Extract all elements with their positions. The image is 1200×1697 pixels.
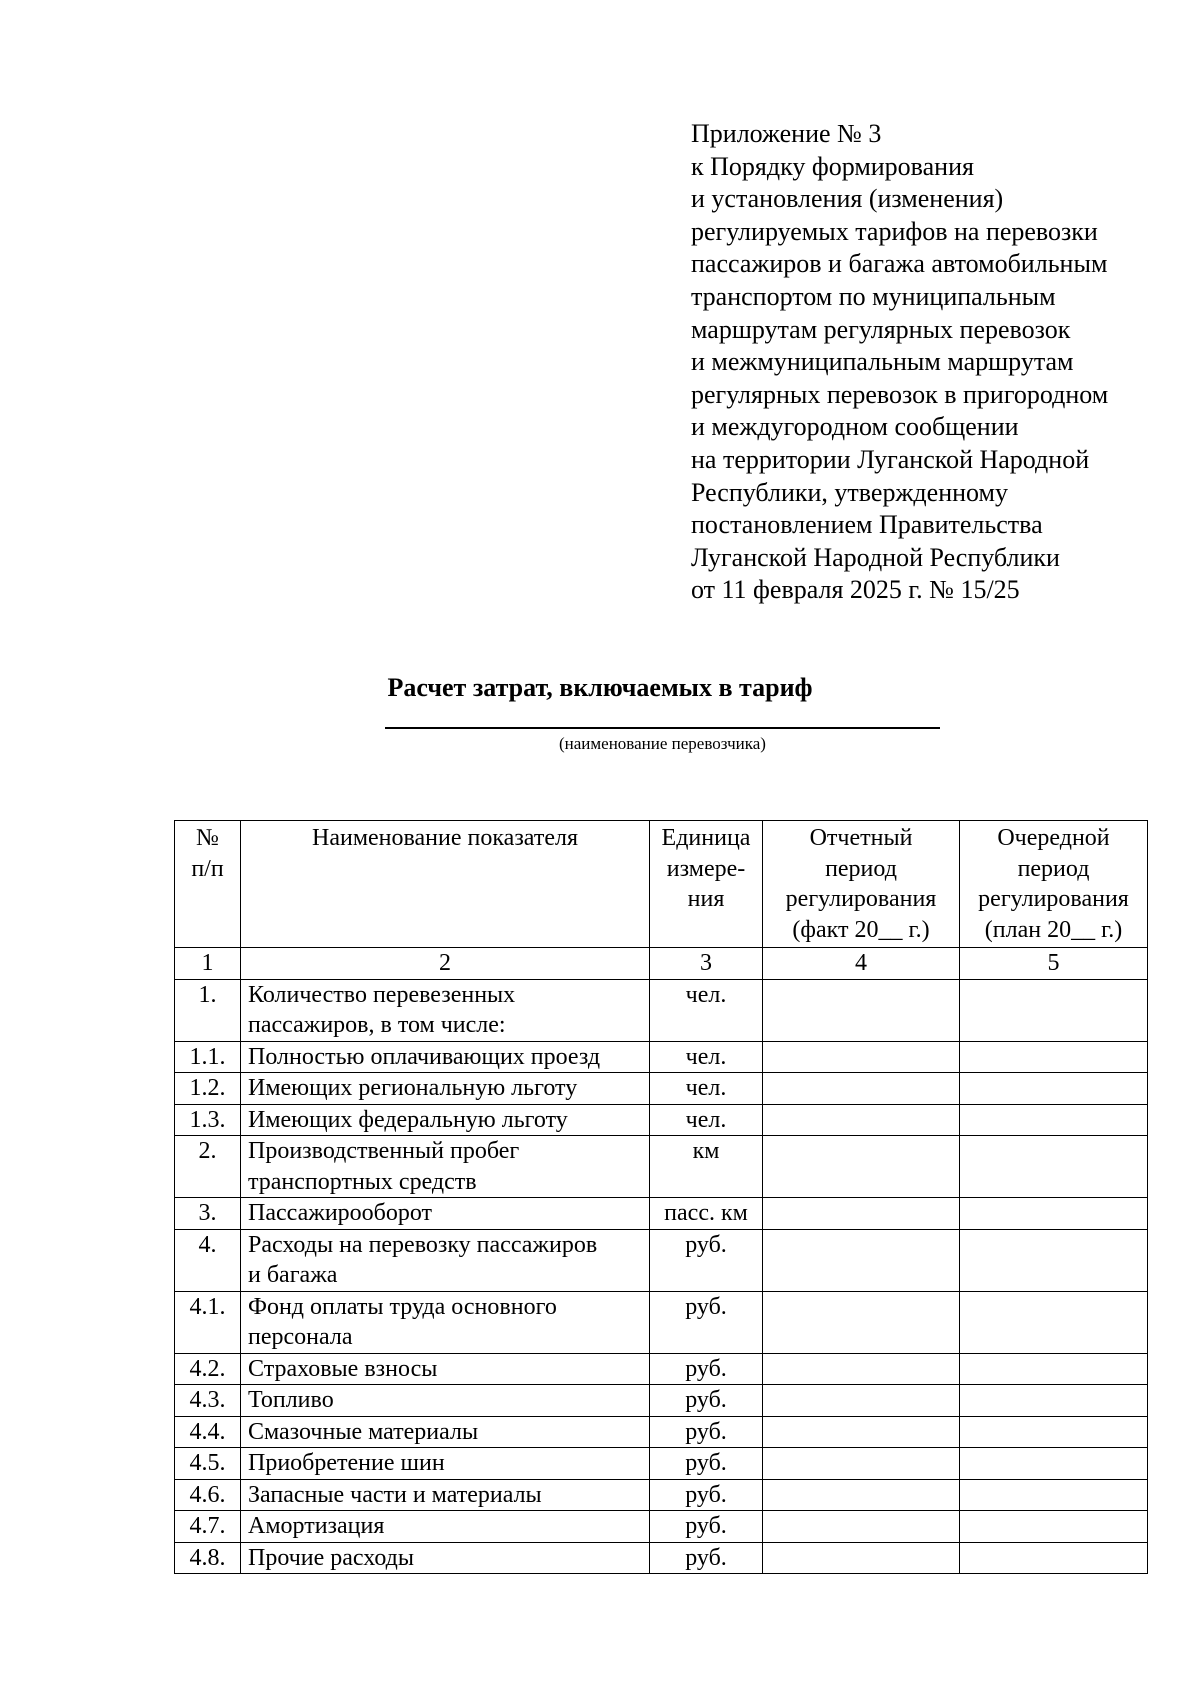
row-next-value [960,1291,1148,1353]
row-unit: руб. [650,1542,763,1574]
row-next-value [960,1511,1148,1543]
row-unit: чел. [650,1041,763,1073]
header-next-period [960,821,1148,948]
row-reported-value [763,1229,960,1291]
table-row [175,1073,1148,1105]
row-reported-value [763,1511,960,1543]
appendix-line: и установления (изменения) [691,184,1004,214]
appendix-line: маршрутам регулярных перевозок [691,314,1071,344]
row-reported-value [763,1136,960,1198]
row-reported-value [763,1073,960,1105]
table-row [175,1385,1148,1417]
row-next-value [960,1198,1148,1230]
row-next-value [960,1104,1148,1136]
row-reported-value [763,1542,960,1574]
row-number: 2. [175,1136,241,1198]
row-indicator-name [241,1353,650,1385]
row-number: 1.3. [175,1104,241,1136]
row-reported-value [763,1416,960,1448]
table-row [175,1511,1148,1543]
row-indicator-name [241,1041,650,1073]
table-row [175,1041,1148,1073]
row-unit: чел. [650,979,763,1041]
table-row [175,1448,1148,1480]
appendix-line: Луганской Народной Республики [691,542,1060,572]
row-reported-value [763,1385,960,1417]
row-next-value [960,1073,1148,1105]
table-row [175,1353,1148,1385]
row-indicator-name [241,1416,650,1448]
carrier-name-blank-line [385,727,940,729]
row-reported-value [763,1104,960,1136]
row-number: 4.4. [175,1416,241,1448]
row-unit: руб. [650,1353,763,1385]
row-number: 1. [175,979,241,1041]
row-next-value [960,1385,1148,1417]
row-indicator-name [241,1198,650,1230]
appendix-line: пассажиров и багажа автомобильным [691,249,1108,279]
row-indicator-name-line: Имеющих региональную льготу [248,1075,578,1101]
row-indicator-name-line: транспортных средств [248,1168,477,1195]
row-reported-value [763,1198,960,1230]
appendix-line: постановлением Правительства [691,510,1043,540]
row-indicator-name-line: Расходы на перевозку пассажиров [248,1231,598,1258]
row-indicator-name-line: Пассажирооборот [248,1200,433,1226]
row-indicator-name [241,1104,650,1136]
row-next-value [960,1448,1148,1480]
row-indicator-name-line: Страховые взносы [248,1355,438,1382]
row-unit: руб. [650,1229,763,1291]
table-header-row [175,821,1148,948]
row-reported-value [763,1353,960,1385]
header-reported-line: (факт 20__ г.) [792,916,930,943]
row-unit: руб. [650,1448,763,1480]
row-indicator-name [241,1448,650,1480]
row-indicator-name [241,1229,650,1291]
row-next-value [960,1041,1148,1073]
row-reported-value [763,1479,960,1511]
row-unit: руб. [650,1511,763,1543]
header-reported-line: Отчетный [809,825,913,851]
row-number: 3. [175,1198,241,1230]
table-row [175,1416,1148,1448]
row-indicator-name [241,1136,650,1198]
row-reported-value [763,1041,960,1073]
row-reported-value [763,1291,960,1353]
cost-calculation-table [174,820,1148,1574]
row-number: 4.8. [175,1542,241,1574]
row-indicator-name-line: Количество перевезенных [248,981,516,1008]
appendix-line: транспортом по муниципальным [691,281,1056,311]
header-unit-line: Единица [661,825,751,851]
row-next-value [960,1136,1148,1198]
row-indicator-name-line: Прочие расходы [248,1544,414,1571]
row-number: 4. [175,1229,241,1291]
row-unit: чел. [650,1073,763,1105]
row-number: 4.3. [175,1385,241,1417]
row-indicator-name-line: Амортизация [248,1513,385,1539]
header-reported-line: период [825,855,897,882]
header-num [175,821,241,948]
row-unit: пасс. км [650,1198,763,1230]
appendix-line: к Порядку формирования [691,151,974,181]
row-indicator-name-line: пассажиров, в том числе: [248,1012,506,1038]
row-number: 1.1. [175,1041,241,1073]
row-unit: руб. [650,1416,763,1448]
row-indicator-name [241,1542,650,1574]
table-row [175,979,1148,1041]
column-number: 2 [241,948,650,980]
column-number: 4 [763,948,960,980]
table-row [175,1136,1148,1198]
row-next-value [960,1353,1148,1385]
appendix-line: от 11 февраля 2025 г. № 15/25 [691,575,1020,605]
row-unit: км [650,1136,763,1198]
row-indicator-name-line: и багажа [248,1262,338,1288]
row-indicator-name [241,1291,650,1353]
row-indicator-name [241,1385,650,1417]
table-row [175,1229,1148,1291]
header-next-line: (план 20__ г.) [984,916,1123,943]
header-unit-line: ния [687,886,725,912]
row-number: 4.6. [175,1479,241,1511]
row-indicator-name-line: персонала [248,1324,353,1350]
row-indicator-name-line: Полностью оплачивающих проезд [248,1043,601,1070]
document-title: Расчет затрат, включаемых в тариф [387,673,813,702]
column-number: 3 [650,948,763,980]
header-num-line: п/п [191,855,224,882]
table-row [175,1542,1148,1574]
row-number: 1.2. [175,1073,241,1105]
appendix-line: регулярных перевозок в пригородном [691,379,1109,409]
table-body [175,979,1148,1574]
appendix-line: и межмуниципальным маршрутам [691,347,1074,377]
header-reported-line: регулирования [785,886,937,912]
row-number: 4.2. [175,1353,241,1385]
row-indicator-name-line: Производственный пробег [248,1138,520,1164]
row-indicator-name [241,1511,650,1543]
row-next-value [960,1416,1148,1448]
header-next-line: Очередной [997,825,1110,851]
row-reported-value [763,1448,960,1480]
row-number: 4.5. [175,1448,241,1480]
row-unit: чел. [650,1104,763,1136]
row-indicator-name-line: Фонд оплаты труда основного [248,1293,557,1320]
row-next-value [960,1542,1148,1574]
table-row [175,1104,1148,1136]
header-unit-line: измере- [666,855,746,882]
row-reported-value [763,979,960,1041]
table-row [175,1198,1148,1230]
row-next-value [960,979,1148,1041]
appendix-line: на территории Луганской Народной [691,444,1090,474]
header-reported-period [763,821,960,948]
row-unit: руб. [650,1291,763,1353]
appendix-line: Республики, утвержденному [691,477,1008,507]
appendix-line: регулируемых тарифов на перевозки [691,216,1098,246]
column-number-row [175,948,1148,980]
header-num-line: № [196,825,219,851]
row-unit: руб. [650,1385,763,1417]
row-unit: руб. [650,1479,763,1511]
table-row [175,1291,1148,1353]
row-indicator-name-line: Топливо [248,1387,334,1413]
column-number: 1 [175,948,241,980]
column-number: 5 [960,948,1148,980]
appendix-reference-block [691,118,1171,607]
row-number: 4.1. [175,1291,241,1353]
row-indicator-name [241,1073,650,1105]
header-unit [650,821,763,948]
table-row [175,1479,1148,1511]
row-next-value [960,1229,1148,1291]
row-next-value [960,1479,1148,1511]
row-indicator-name [241,979,650,1041]
row-indicator-name-line: Запасные части и материалы [248,1481,542,1508]
header-next-line: период [1017,855,1090,882]
row-number: 4.7. [175,1511,241,1543]
row-indicator-name-line: Смазочные материалы [248,1418,479,1445]
appendix-line: Приложение № 3 [691,119,882,148]
header-name-line: Наименование показателя [312,825,578,851]
header-name [241,821,650,948]
appendix-line: и междугородном сообщении [691,412,1019,442]
carrier-name-caption: (наименование перевозчика) [559,734,766,753]
row-indicator-name-line: Имеющих федеральную льготу [248,1106,568,1133]
header-next-line: регулирования [978,886,1129,912]
row-indicator-name-line: Приобретение шин [248,1450,445,1476]
row-indicator-name [241,1479,650,1511]
